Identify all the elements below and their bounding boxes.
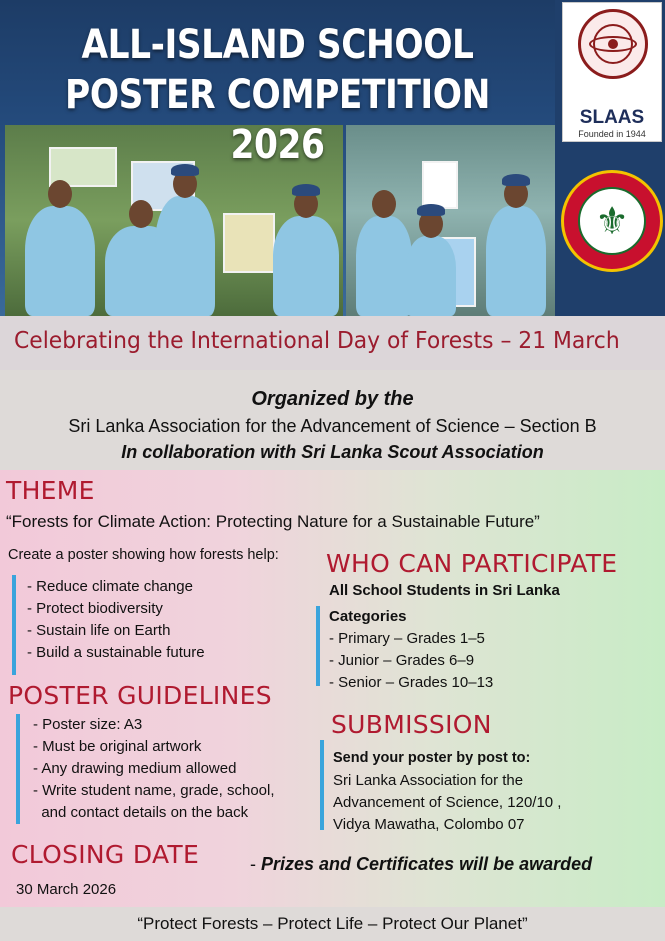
event-banner [0, 316, 665, 370]
guideline-item: - Poster size: A3 [33, 716, 143, 733]
submission-heading: SUBMISSION [331, 710, 492, 739]
category-item: - Senior – Grades 10–13 [329, 674, 494, 691]
accent-bar [16, 714, 20, 824]
scout-emblem-icon: ⚜ [561, 170, 663, 272]
theme-item: - Reduce climate change [27, 578, 193, 595]
header-photo-banner [0, 0, 555, 316]
closing-date: 30 March 2026 [16, 881, 117, 898]
guideline-item: - Must be original artwork [33, 738, 202, 755]
accent-bar [316, 606, 320, 686]
prizes-dash: - [250, 854, 256, 874]
guideline-item: - Any drawing medium allowed [33, 760, 237, 777]
details-section [0, 470, 665, 907]
address-line: Advancement of Science, 120/10 , [333, 794, 562, 811]
title-line-1: ALL-ISLAND SCHOOL [81, 22, 474, 68]
student-figure [356, 216, 412, 316]
organizer-line-2: Sri Lanka Association for the Advancement of Science – Section B [68, 416, 597, 436]
page-title [39, 20, 516, 170]
student-figure [155, 196, 215, 316]
atom-emblem-icon [578, 9, 648, 79]
guidelines-heading: POSTER GUIDELINES [8, 681, 272, 710]
closing-heading: CLOSING DATE [11, 840, 200, 869]
address-line: Sri Lanka Association for the [333, 772, 524, 789]
organizer-section [0, 370, 665, 470]
held-poster-image [223, 213, 275, 273]
accent-bar [320, 740, 324, 830]
prizes-line [250, 854, 592, 875]
student-figure [486, 206, 546, 316]
student-figure [273, 216, 339, 316]
guideline-item: and contact details on the back [33, 804, 249, 821]
student-figure [25, 206, 95, 316]
footer-slogan: “Protect Forests – Protect Life – Protect Our Planet” [137, 914, 528, 933]
theme-item: - Protect biodiversity [27, 600, 163, 617]
slaas-logo [562, 2, 662, 142]
category-item: - Junior – Grades 6–9 [329, 652, 475, 669]
address-line: Vidya Mawatha, Colombo 07 [333, 816, 525, 833]
student-figure [406, 236, 456, 316]
organizer-line-1: Organized by the [251, 388, 414, 410]
title-line-2: POSTER COMPETITION 2026 [65, 72, 490, 168]
submission-intro: Send your poster by post to: [333, 750, 531, 766]
category-item: - Primary – Grades 1–5 [329, 630, 485, 647]
categories-label: Categories [329, 608, 407, 625]
slaas-founded: Founded in 1944 [578, 129, 646, 139]
banner-text: Celebrating the International Day of Forests – 21 March [14, 328, 620, 354]
accent-bar [12, 575, 16, 675]
eligibility-text: All School Students in Sri Lanka [329, 582, 560, 599]
theme-item: - Build a sustainable future [27, 644, 205, 661]
slaas-name: SLAAS [579, 107, 645, 128]
guideline-item: - Write student name, grade, school, [33, 782, 275, 799]
theme-item: - Sustain life on Earth [27, 622, 171, 639]
organizer-line-3: In collaboration with Sri Lanka Scout Association [121, 442, 544, 462]
footer-slogan-bar [0, 907, 665, 941]
theme-intro: Create a poster showing how forests help: [8, 547, 279, 563]
theme-quote: “Forests for Climate Action: Protecting Nature for a Sustainable Future” [6, 512, 540, 531]
theme-heading: THEME [6, 476, 95, 505]
participate-heading: WHO CAN PARTICIPATE [326, 549, 618, 578]
prizes-text: Prizes and Certificates will be awarded [261, 854, 593, 874]
